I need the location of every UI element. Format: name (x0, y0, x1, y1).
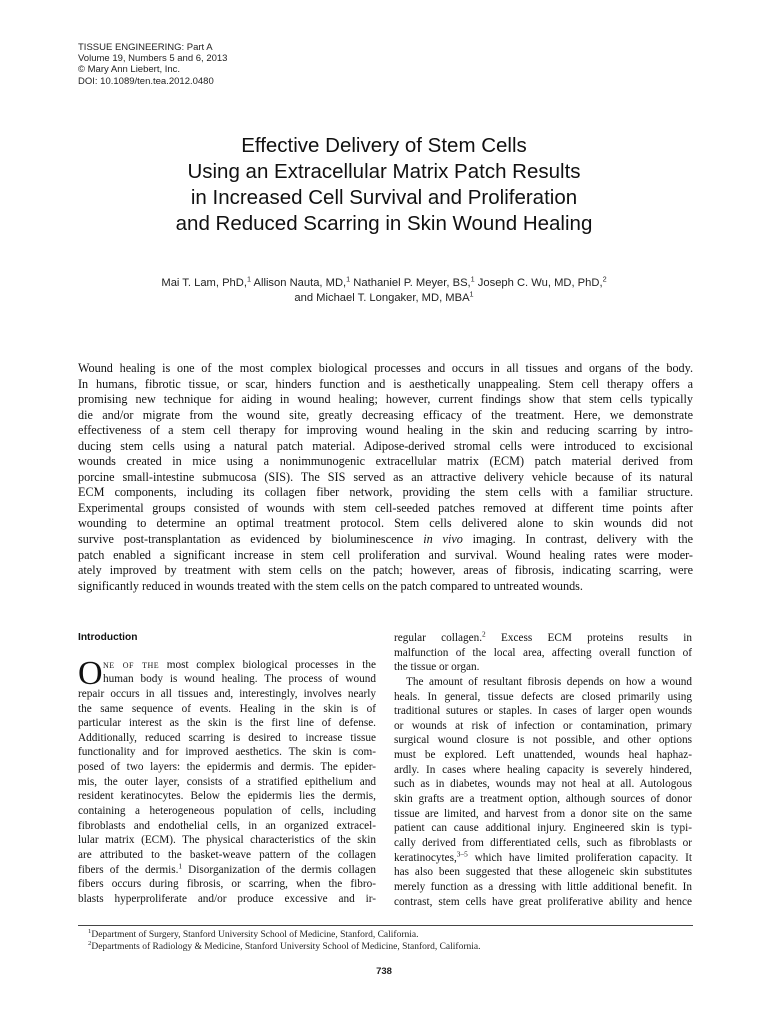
body-text: keratinocytes, (394, 851, 457, 864)
abstract (78, 361, 693, 594)
small-caps-lead: ne of the (103, 658, 160, 671)
author-longaker: and Michael T. Longaker, MD, MBA (294, 292, 470, 304)
body-line: cally derived from differentiated cells, such as fibroblasts or (394, 836, 692, 849)
drop-cap-paragraph (78, 654, 376, 692)
author-list (60, 276, 708, 306)
title-line: Using an Extracellular Matrix Patch Results (187, 160, 581, 183)
affiliation-mark: 1 (346, 274, 351, 284)
title-line: Effective Delivery of Stem Cells (241, 134, 527, 157)
author-line (60, 276, 708, 291)
footnote-1 (88, 929, 481, 941)
affiliation-mark: 1 (246, 274, 252, 284)
body-line: lular matrix (ECM). The physical characteristics of the skin (78, 834, 376, 847)
body-line: mis, the outer layer, consists of a stratified epithelium and (78, 775, 376, 788)
body-line: Additionally, reduced scarring is desired to increase tissue (78, 731, 376, 744)
body-line: has also been suggested that these allogeneic skin substitutes (394, 866, 692, 879)
body-line: posed of two layers: the epidermis and dermis. The epider- (78, 761, 376, 774)
body-line: traditional sutures or staples. In cases of larger open wounds (394, 705, 692, 718)
citation-mark: 1 (178, 860, 183, 870)
journal-doi: DOI: 10.1089/ten.tea.2012.0480 (78, 75, 214, 87)
body-line: fibers occurs during fibrosis, or scarring, when the fibro- (78, 878, 376, 891)
abstract-line: ately improved by treatment with stem cells on the patch; however, areas of fibrosis, indicating scarring, were (78, 563, 693, 578)
abstract-line: die and/or migrate from the wound site, greatly decreasing efficacy of the treatment. Here, we demonstrate (78, 407, 693, 422)
body-line: malfunction of the local area, affecting overall function of (394, 646, 692, 659)
author-lam: Mai T. Lam, PhD, (161, 277, 247, 289)
body-line: such as in diabetes, wounds may not heal at all. Autologous (394, 778, 692, 791)
body-line: contrast, stem cells have great proliferative ability and hence (394, 895, 692, 908)
footnotes (88, 929, 481, 953)
body-line: The amount of resultant fibrosis depends on how a wound (406, 675, 692, 688)
citation-mark: 3–5 (456, 848, 468, 858)
body-text: regular collagen. (394, 632, 483, 644)
body-line: patient can cause additional injury. Engineered skin is typi- (394, 822, 692, 835)
body-line: human body is wound healing. The process of wound (103, 673, 376, 686)
section-heading: Introduction (78, 632, 138, 643)
body-line: particular interest as the skin is the first line of defense. (78, 717, 376, 730)
body-text: fibers of the dermis. (78, 863, 179, 876)
body-line: the same sequence of events. Healing in the skin is of (78, 702, 376, 715)
body-line (394, 848, 692, 866)
body-line: merely function as a dressing with little additional benefit. In (394, 880, 692, 893)
footnote-2 (88, 941, 481, 953)
body-line: surgical wound closure is not possible, and other options (394, 734, 692, 747)
affiliation-mark: 1 (469, 289, 474, 299)
abstract-italic-term: in vivo (423, 532, 463, 547)
body-text: Excess ECM proteins results in (485, 632, 692, 644)
abstract-text: survive post-transplantation as evidenced by bioluminescence (78, 532, 424, 547)
body-line (394, 631, 692, 646)
abstract-line: porcine small-intestine submucosa (SIS). The SIS served as an attractive delivery vehicle because of its natural (78, 469, 693, 484)
body-line: blasts hyperproliferate and/or produce excessive and ir- (78, 892, 376, 905)
author-nauta: Allison Nauta, MD, (251, 277, 347, 289)
abstract-line: significantly reduced in wounds treated with the stem cells on the patch compared to untreated wounds. (78, 578, 583, 593)
body-column-right (394, 631, 692, 909)
body-line: repair occurs in all tissues and, interestingly, involves nearly (78, 687, 376, 700)
body-line: fibroblasts and endothelial cells, in an organized extracel- (78, 819, 376, 832)
footnote-divider (78, 925, 693, 926)
body-text: Disorganization of the dermis collagen (182, 863, 376, 876)
body-line: functionality and for improved aesthetics. The skin is com- (78, 746, 376, 759)
body-column-left (78, 631, 376, 907)
body-text: which have limited proliferation capacity. It (467, 851, 692, 864)
abstract-line: In humans, fibrotic tissue, or scar, hinders function and is aesthetically unappealing. Stem cell therapy offers a (78, 376, 693, 391)
footnote-mark: 1 (88, 927, 92, 935)
affiliation-mark: 1 (470, 274, 475, 284)
body-line (78, 860, 376, 878)
journal-copyright: © Mary Ann Liebert, Inc. (78, 64, 181, 76)
body-line: skin grafts are a treatment option, although sources of donor (394, 793, 692, 806)
author-meyer: Nathaniel P. Meyer, BS, (350, 277, 471, 289)
body-line: tissue are limited, and harvest from a donor site on the same (394, 807, 692, 820)
journal-volume: Volume 19, Numbers 5 and 6, 2013 (78, 53, 228, 65)
page-number: 738 (376, 966, 392, 977)
footnote-text: Departments of Radiology & Medicine, Stanford University School of Medicine, Stanford, California. (91, 942, 481, 952)
abstract-line: wounds created in mice using a nonimmunogenic extracellular matrix (ECM) patch material derived from (78, 454, 693, 469)
abstract-line: promising new technique for aiding in wound healing; however, current findings show that stem cells typically (78, 392, 693, 407)
footnote-mark: 2 (88, 939, 92, 947)
body-line: resident keratinocytes. Below the epidermis lies the dermis, (78, 790, 376, 803)
body-line: must be explored. Left unattended, wounds heal haphaz- (394, 749, 692, 762)
abstract-line: ECM components, including its collagen fiber network, providing the stem cells with a familiar structure. (78, 485, 693, 500)
abstract-line: wounding to determine an optimal treatment protocol. Stem cells delivered alone to skin wounds did not (78, 516, 693, 531)
abstract-line: ducing stem cells using a natural patch material. Adipose-derived stromal cells were introduced to excisional (78, 438, 693, 453)
article-title (60, 133, 708, 237)
abstract-line (78, 532, 693, 548)
body-text: most complex biological processes in the (159, 658, 376, 671)
abstract-text: imaging. In contrast, delivery with the (462, 532, 694, 547)
title-line: in Increased Cell Survival and Proliferation (190, 186, 578, 209)
abstract-line: Wound healing is one of the most complex biological processes and occurs in all tissues and organs of the body. (78, 361, 693, 375)
body-line: or wounds at risk of infection or contamination, primary (394, 719, 692, 732)
journal-name: TISSUE ENGINEERING: Part A (78, 42, 213, 53)
footnote-text: Department of Surgery, Stanford University School of Medicine, Stanford, California. (91, 930, 419, 940)
citation-mark: 2 (482, 629, 486, 639)
body-line: ardly. In cases where healing capacity is severely hindered, (394, 763, 692, 776)
abstract-line: Experimental groups consisted of wounds with stem cell-seeded patches removed at different time points after (78, 500, 693, 515)
body-line: containing a heterogeneous population of cells, including (78, 805, 376, 818)
author-wu: Joseph C. Wu, MD, PhD, (474, 277, 603, 289)
affiliation-mark: 2 (602, 274, 607, 284)
body-line: are attributed to the basket-weave pattern of the collagen (78, 848, 376, 861)
abstract-line: effectiveness of a stem cell therapy for improving wound healing in the skin and reducing scarring by intro- (78, 423, 693, 438)
body-line: heals. In general, tissue defects are closed primarily using (394, 690, 692, 703)
drop-cap: O (78, 654, 103, 692)
body-line: the tissue or organ. (394, 661, 480, 674)
body-line (78, 658, 376, 673)
journal-header (78, 42, 227, 87)
author-line (60, 291, 708, 306)
abstract-line: patch enabled a significant increase in stem cell proliferation and survival. Wound healing rates were moder- (78, 547, 693, 562)
title-line: and Reduced Scarring in Skin Wound Healing (175, 212, 593, 235)
